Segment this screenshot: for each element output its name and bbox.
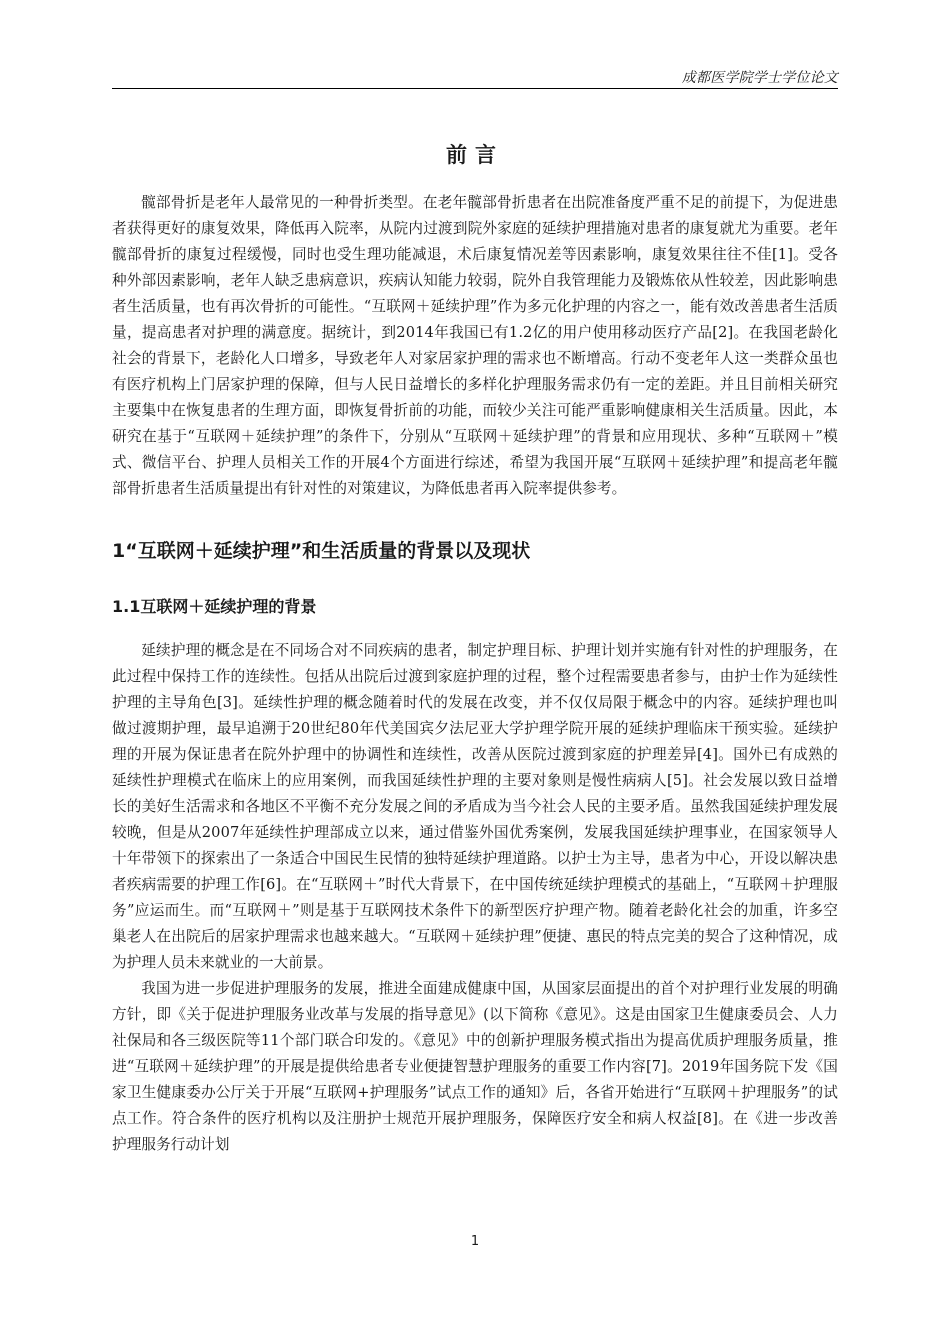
page-number: 1 (470, 1234, 480, 1249)
header-institution-title: 成都医学院学士学位论文 (681, 70, 838, 86)
document-body (112, 140, 838, 1158)
section-1-1-paragraph-2: 我国为进一步促进护理服务的发展，推进全面建成健康中国，从国家层面提出的首个对护理行业发展的明确方针，即《关于促进护理服务业改革与发展的指导意见》(以下简称《意见》。这是由国家卫生健康委员会、人力社保局和各三级医院等11个部门联合印发的。《意见》中的创新护理服务模式指出为提高优质护理服务质量，推进“互联网＋延续护理”的开展是提供给患者专业便捷智慧护理服务的重要工作内容[7]。2019年国务院下发《国家卫生健康委办公厅关于开展“互联网+护理服务”试点工作的通知》后，各省开始进行“互联网＋护理服务”的试点工作。符合条件的医疗机构以及注册护士规范开展护理服务，保障医疗安全和病人权益[8]。在《进一步改善护理服务行动计划 (112, 980, 838, 1153)
intro-paragraph: 髋部骨折是老年人最常见的一种骨折类型。在老年髋部骨折患者在出院准备度严重不足的前提下，为促进患者获得更好的康复效果，降低再入院率，从院内过渡到院外家庭的延续护理措施对患者的康复就尤为重要。老年髋部骨折的康复过程缓慢，同时也受生理功能减退，术后康复情况差等因素影响，康复效果往往不佳[1]。受各种外部因素影响，老年人缺乏患病意识，疾病认知能力较弱，院外自我管理能力及锻炼依从性较差，因此影响患者生活质量，也有再次骨折的可能性。“互联网＋延续护理”作为多元化护理的内容之一，能有效改善患者生活质量，提高患者对护理的满意度。据统计，到2014年我国已有1.2亿的用户使用移动医疗产品[2]。在我国老龄化社会的背景下，老龄化人口增多，导致老年人对家居家护理的需求也不断增高。行动不变老年人这一类群众虽也有医疗机构上门居家护理的保障，但与人民日益增长的多样化护理服务需求仍有一定的差距。并且目前相关研究主要集中在恢复患者的生理方面，即恢复骨折前的功能，而较少关注可能严重影响健康相关生活质量。因此，本研究在基于“互联网＋延续护理”的条件下，分别从“互联网＋延续护理”的背景和应用现状、多种“互联网＋”模式、微信平台、护理人员相关工作的开展4个方面进行综述，希望为我国开展“互联网＋延续护理”和提高老年髋部骨折患者生活质量提出有针对性的对策建议，为降低患者再入院率提供参考。 (112, 194, 838, 497)
section-1-1-heading: 1.1互联网＋延续护理的背景 (112, 597, 317, 616)
running-header (112, 66, 838, 89)
section-1-1-paragraph-1: 延续护理的概念是在不同场合对不同疾病的患者，制定护理目标、护理计划并实施有针对性的护理服务，在此过程中保持工作的连续性。包括从出院后过渡到家庭护理的过程，整个过程需要患者参与，由护士作为延续性护理的主导角色[3]。延续性护理的概念随着时代的发展在改变，并不仅仅局限于概念中的内容。延续护理也叫做过渡期护理，最早追溯于20世纪80年代美国宾夕法尼亚大学护理学院开展的延续护理临床干预实验。延续护理的开展为保证患者在院外护理中的协调性和连续性，改善从医院过渡到家庭的护理差异[4]。国外已有成熟的延续性护理模式在临床上的应用案例，而我国延续性护理的主要对象则是慢性病病人[5]。社会发展以致日益增长的美好生活需求和各地区不平衡不充分发展之间的矛盾成为当今社会人民的主要矛盾。虽然我国延续护理发展较晚，但是从2007年延续性护理部成立以来，通过借鉴外国优秀案例，发展我国延续护理事业，在国家领导人十年带领下的探索出了一条适合中国民生民情的独特延续护理道路。以护士为主导，患者为中心，开设以解决患者疾病需要的护理工作[6]。在“互联网＋”时代大背景下，在中国传统延续护理模式的基础上，“互联网＋护理服务”应运而生。而“互联网＋”则是基于互联网技术条件下的新型医疗护理产物。随着老龄化社会的加重，许多空巢老人在出院后的居家护理需求也越来越大。“互联网＋延续护理”便捷、惠民的特点完美的契合了这种情况，成为护理人员未来就业的一大前景。 (112, 642, 838, 971)
section-1-heading: 1“互联网＋延续护理”和生活质量的背景以及现状 (112, 540, 531, 562)
page-title: 前言 (446, 143, 504, 167)
